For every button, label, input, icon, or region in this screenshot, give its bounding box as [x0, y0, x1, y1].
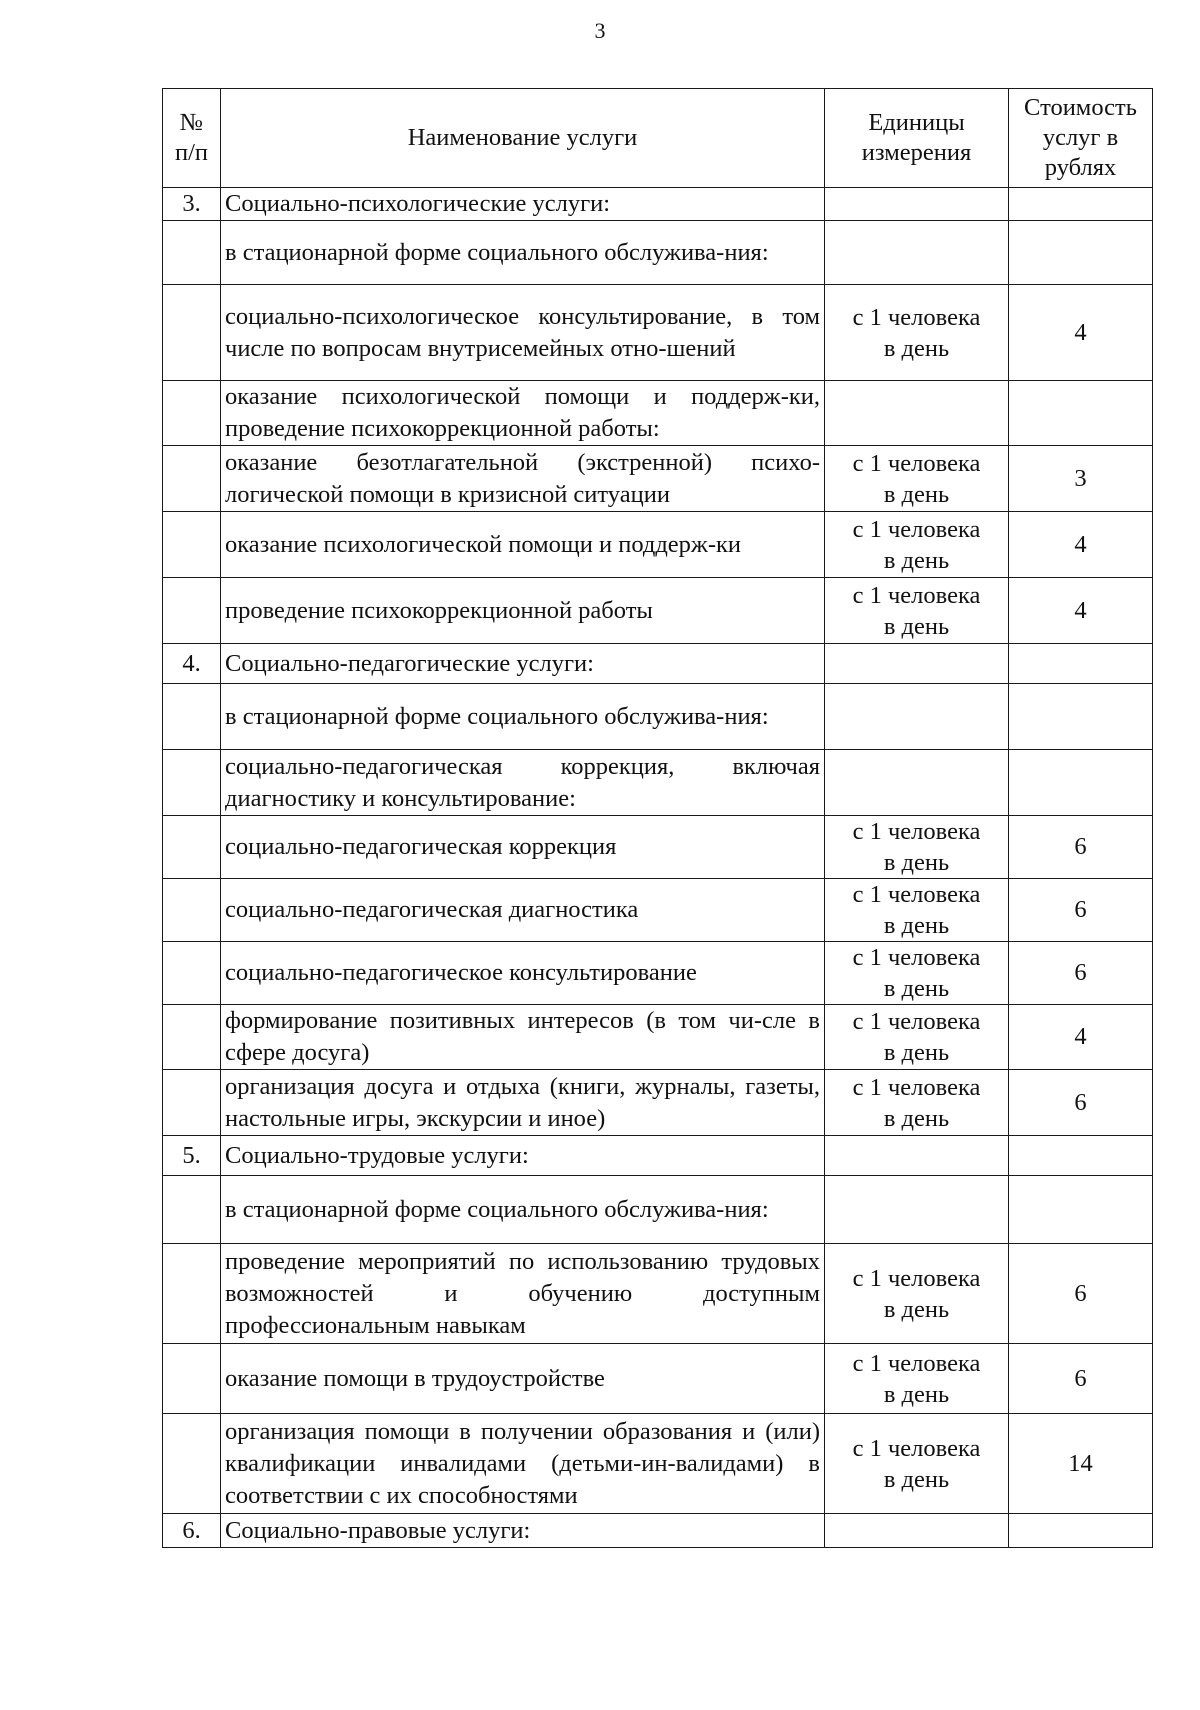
service-name: в стационарной форме социального обслужива-ния: — [221, 684, 825, 750]
unit-cell — [825, 188, 1009, 221]
header-unit: Единицы измерения — [825, 89, 1009, 188]
service-name: Социально-правовые услуги: — [221, 1514, 825, 1548]
unit-line-2: в день — [883, 1295, 950, 1323]
table-row — [163, 446, 1153, 512]
unit-cell — [825, 816, 1009, 879]
row-number — [163, 446, 221, 512]
row-number — [163, 512, 221, 578]
cost-value — [1009, 221, 1153, 285]
unit-line-2: в день — [883, 1104, 950, 1132]
unit-cell — [825, 1176, 1009, 1244]
cost-value — [1009, 1136, 1153, 1176]
cost-value — [1009, 750, 1153, 816]
unit-line-1: с 1 человека — [852, 303, 981, 331]
table-row — [163, 879, 1153, 942]
unit-line-1: с 1 человека — [852, 818, 981, 845]
service-name: оказание безотлагательной (экстренной) психо-логической помощи в кризисной ситуации — [221, 446, 825, 512]
table-row — [163, 188, 1153, 221]
service-name: оказание помощи в трудоустройстве — [221, 1344, 825, 1414]
cost-value: 4 — [1009, 285, 1153, 381]
table-row — [163, 1136, 1153, 1176]
cost-value — [1009, 684, 1153, 750]
service-name: Социально-педагогические услуги: — [221, 644, 825, 684]
header-num: № п/п — [163, 89, 221, 188]
row-number — [163, 942, 221, 1005]
unit-cell — [825, 644, 1009, 684]
cost-value: 6 — [1009, 1344, 1153, 1414]
unit-cell — [825, 750, 1009, 816]
unit-cell — [825, 942, 1009, 1005]
service-name: социально-педагогическая коррекция — [221, 816, 825, 879]
row-number — [163, 1070, 221, 1136]
unit-line-1: с 1 человека — [852, 1434, 981, 1462]
unit-cell — [825, 446, 1009, 512]
row-number — [163, 1344, 221, 1414]
header-service-name: Наименование услуги — [221, 89, 825, 188]
unit-cell — [825, 512, 1009, 578]
service-name: организация досуга и отдыха (книги, журналы, газеты, настольные игры, экскурсии и иное) — [221, 1070, 825, 1136]
table-row — [163, 684, 1153, 750]
row-number — [163, 879, 221, 942]
unit-cell — [825, 1514, 1009, 1548]
service-name: формирование позитивных интересов (в том чи-сле в сфере досуга) — [221, 1005, 825, 1070]
unit-line-2: в день — [883, 1039, 950, 1066]
table-row — [163, 578, 1153, 644]
service-name: организация помощи в получении образования и (или) квалификации инвалидами (детьми-ин-валидами) в соответствии с их способностями — [221, 1414, 825, 1514]
unit-cell — [825, 1414, 1009, 1514]
row-number — [163, 285, 221, 381]
table-row — [163, 1005, 1153, 1070]
unit-line-1: с 1 человека — [852, 944, 981, 971]
cost-value: 14 — [1009, 1414, 1153, 1514]
service-name: проведение мероприятий по использованию трудовых возможностей и обучению доступным профессиональным навыкам — [221, 1244, 825, 1344]
unit-line-2: в день — [883, 546, 950, 574]
unit-cell — [825, 221, 1009, 285]
unit-cell — [825, 1005, 1009, 1070]
unit-line-1: с 1 человека — [852, 1073, 981, 1101]
service-name: социально-психологическое консультирование, в том числе по вопросам внутрисемейных отно-шений — [221, 285, 825, 381]
service-name: в стационарной форме социального обслужива-ния: — [221, 1176, 825, 1244]
cost-value: 6 — [1009, 1070, 1153, 1136]
service-name: социально-педагогическое консультирование — [221, 942, 825, 1005]
unit-cell — [825, 684, 1009, 750]
page-number: 3 — [594, 18, 606, 43]
table-row — [163, 221, 1153, 285]
unit-line-1: с 1 человека — [852, 515, 981, 543]
header-cost: Стоимость услуг в рублях — [1009, 89, 1153, 188]
unit-cell — [825, 1244, 1009, 1344]
row-number — [163, 1244, 221, 1344]
cost-value — [1009, 1176, 1153, 1244]
row-number — [163, 1005, 221, 1070]
cost-value: 6 — [1009, 816, 1153, 879]
row-number: 6. — [163, 1514, 221, 1548]
row-number — [163, 381, 221, 446]
table-row — [163, 750, 1153, 816]
unit-line-2: в день — [883, 612, 950, 640]
cost-value — [1009, 644, 1153, 684]
cost-value — [1009, 381, 1153, 446]
cost-value: 6 — [1009, 1244, 1153, 1344]
cost-value — [1009, 188, 1153, 221]
unit-cell — [825, 879, 1009, 942]
unit-line-2: в день — [883, 975, 950, 1002]
row-number — [163, 816, 221, 879]
unit-line-1: с 1 человека — [852, 449, 981, 477]
unit-cell — [825, 381, 1009, 446]
cost-value: 6 — [1009, 942, 1153, 1005]
table-row — [163, 1070, 1153, 1136]
unit-cell — [825, 1070, 1009, 1136]
table-row — [163, 1514, 1153, 1548]
unit-line-2: в день — [883, 849, 950, 876]
cost-value: 4 — [1009, 1005, 1153, 1070]
service-name: оказание психологической помощи и поддерж-ки — [221, 512, 825, 578]
cost-value: 6 — [1009, 879, 1153, 942]
unit-cell — [825, 1344, 1009, 1414]
table-row — [163, 1244, 1153, 1344]
row-number — [163, 578, 221, 644]
service-name: социально-педагогическая коррекция, включая диагностику и консультирование: — [221, 750, 825, 816]
service-name: проведение психокоррекционной работы — [221, 578, 825, 644]
cost-value — [1009, 1514, 1153, 1548]
table-row — [163, 1414, 1153, 1514]
cost-value: 4 — [1009, 512, 1153, 578]
table-row — [163, 1344, 1153, 1414]
unit-line-1: с 1 человека — [852, 881, 981, 908]
service-name: оказание психологической помощи и поддерж-ки, проведение психокоррекционной работы: — [221, 381, 825, 446]
table-row — [163, 644, 1153, 684]
cost-value: 3 — [1009, 446, 1153, 512]
service-name: Социально-психологические услуги: — [221, 188, 825, 221]
unit-cell — [825, 285, 1009, 381]
table-row — [163, 285, 1153, 381]
row-number — [163, 1414, 221, 1514]
row-number: 5. — [163, 1136, 221, 1176]
row-number — [163, 221, 221, 285]
row-number: 3. — [163, 188, 221, 221]
unit-line-2: в день — [883, 912, 950, 939]
table-row — [163, 512, 1153, 578]
unit-line-1: с 1 человека — [852, 1349, 981, 1377]
table-header-row — [163, 89, 1153, 188]
unit-line-1: с 1 человека — [852, 581, 981, 609]
unit-cell — [825, 578, 1009, 644]
table-row — [163, 1176, 1153, 1244]
row-number: 4. — [163, 644, 221, 684]
service-name: Социально-трудовые услуги: — [221, 1136, 825, 1176]
row-number — [163, 684, 221, 750]
cost-value: 4 — [1009, 578, 1153, 644]
unit-cell — [825, 1136, 1009, 1176]
unit-line-2: в день — [883, 1380, 950, 1408]
unit-line-2: в день — [883, 480, 950, 508]
table-row — [163, 816, 1153, 879]
unit-line-2: в день — [883, 1465, 950, 1493]
service-name: в стационарной форме социального обслужива-ния: — [221, 221, 825, 285]
table-row — [163, 381, 1153, 446]
row-number — [163, 1176, 221, 1244]
unit-line-1: с 1 человека — [852, 1008, 981, 1035]
services-tariff-table — [162, 88, 1153, 1548]
service-name: социально-педагогическая диагностика — [221, 879, 825, 942]
table-row — [163, 942, 1153, 1005]
unit-line-1: с 1 человека — [852, 1264, 981, 1292]
row-number — [163, 750, 221, 816]
unit-line-2: в день — [883, 334, 950, 362]
